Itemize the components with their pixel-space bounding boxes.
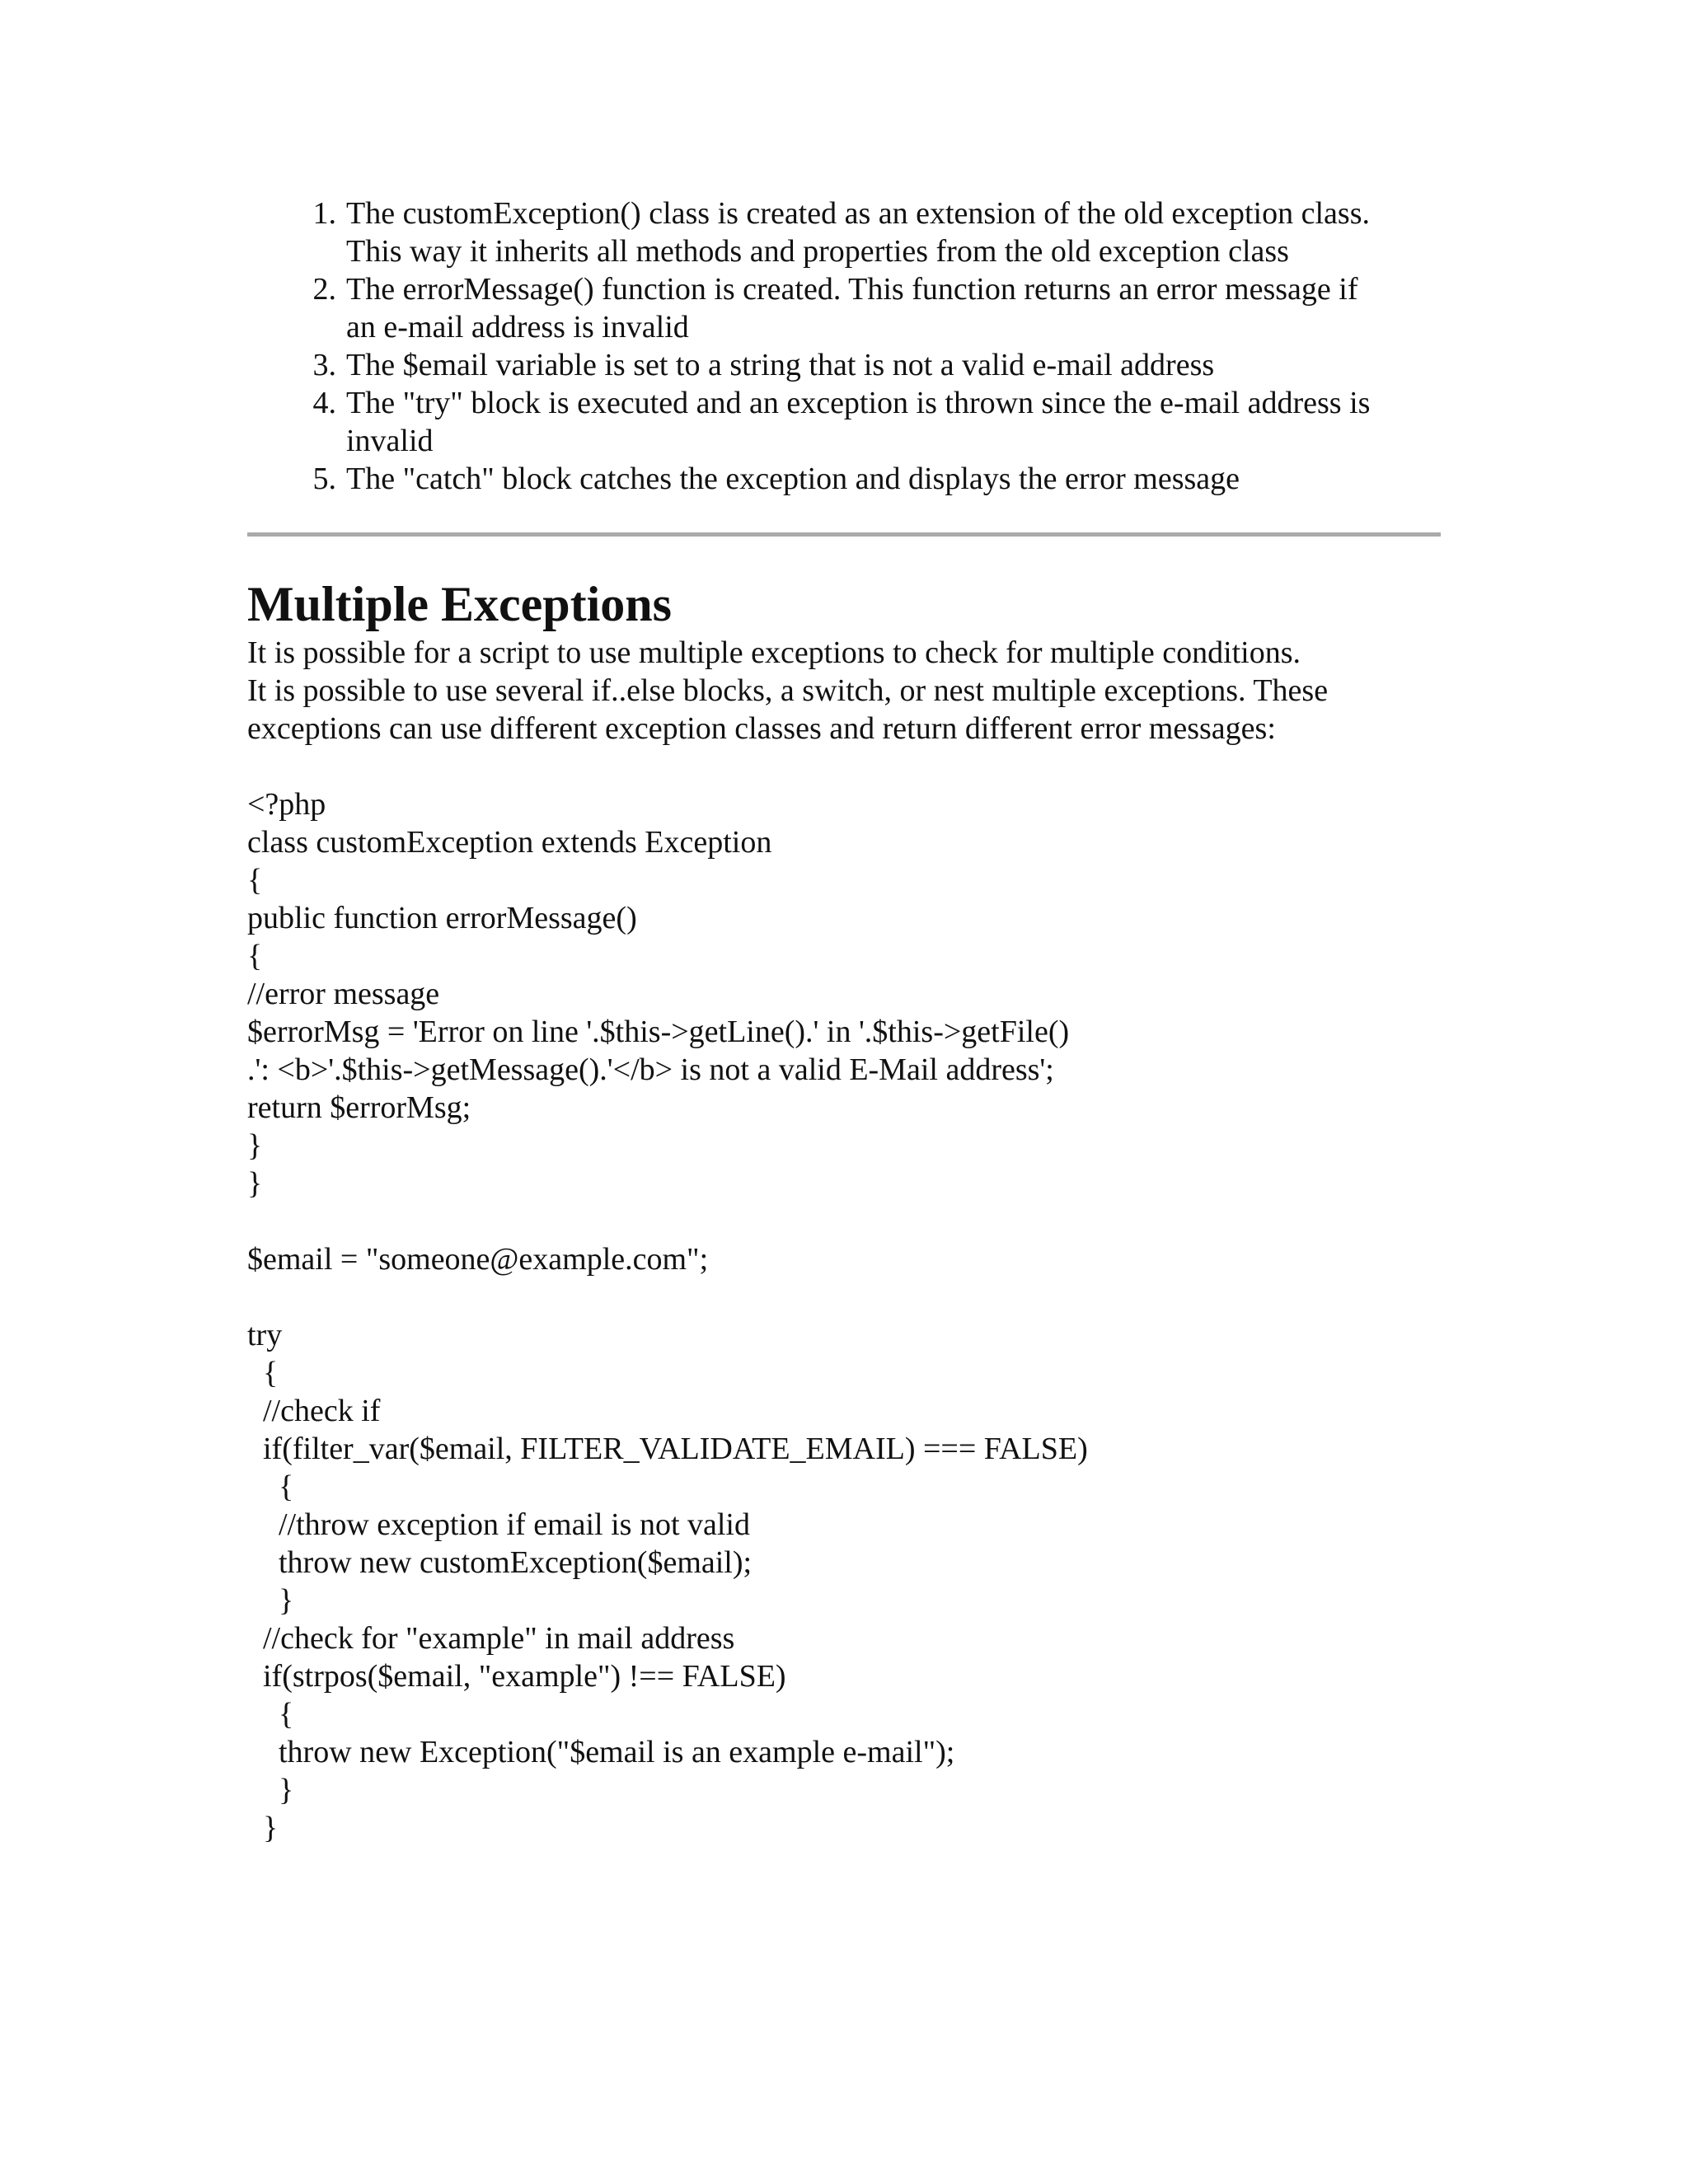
code-line: { — [247, 1356, 279, 1390]
list-item — [312, 270, 1442, 346]
code-line: } — [247, 1811, 279, 1845]
list-text-line: The errorMessage() function is created. This function returns an error message if — [346, 272, 1358, 307]
code-line: //check if — [247, 1394, 381, 1428]
list-item — [312, 346, 1442, 384]
code-line: { — [247, 1469, 294, 1504]
list-text-line: an e-mail address is invalid — [346, 310, 689, 344]
code-line: { — [247, 1697, 294, 1732]
code-line — [247, 1278, 1442, 1316]
code-line: try — [247, 1318, 283, 1352]
list-text-line: The $email variable is set to a string that is not a valid e-mail address — [346, 348, 1215, 382]
list-item — [312, 384, 1442, 460]
code-line: public function errorMessage() — [247, 901, 637, 935]
code-line — [247, 1202, 1442, 1240]
code-line: throw new customException($email); — [247, 1545, 753, 1580]
code-line: if(filter_var($email, FILTER_VALIDATE_EMAIL) === FALSE) — [247, 1432, 1088, 1466]
list-number: 1. — [312, 196, 336, 231]
code-line: { — [247, 939, 263, 973]
code-line: if(strpos($email, "example") !== FALSE) — [247, 1659, 786, 1694]
explanation-list — [247, 194, 1442, 498]
code-line: //check for "example" in mail address — [247, 1621, 735, 1656]
description-paragraph — [247, 672, 1442, 748]
code-line: //error message — [247, 977, 440, 1011]
code-line: } — [247, 1773, 294, 1807]
list-text-line: The "try" block is executed and an exception is thrown since the e-mail address is — [346, 386, 1371, 420]
code-line: //throw exception if email is not valid — [247, 1507, 750, 1542]
list-text-line: invalid — [346, 424, 434, 458]
code-line: class customException extends Exception — [247, 825, 772, 860]
code-line: $errorMsg = 'Error on line '.$this->getLine().' in '.$this->getFile() — [247, 1015, 1070, 1049]
code-line: <?php — [247, 787, 326, 822]
paragraph-line: exceptions can use different exception classes and return different error messages: — [247, 711, 1276, 746]
page-content — [247, 194, 1442, 1847]
paragraph-line: It is possible to use several if..else blocks, a switch, or nest multiple exceptions. These — [247, 673, 1329, 708]
list-number: 2. — [312, 272, 336, 307]
code-line: .': <b>'.$this->getMessage().'</b> is not a valid E-Mail address'; — [247, 1052, 1054, 1087]
code-line: return $errorMsg; — [247, 1090, 471, 1125]
code-line: $email = "someone@example.com"; — [247, 1242, 709, 1277]
list-item — [312, 460, 1442, 498]
list-text-line: The "catch" block catches the exception and displays the error message — [346, 462, 1240, 496]
code-line: throw new Exception("$email is an example e-mail"); — [247, 1735, 955, 1769]
list-item — [312, 194, 1442, 270]
section-divider — [247, 532, 1441, 537]
list-number: 4. — [312, 386, 336, 420]
code-line: } — [247, 1583, 294, 1618]
code-line: { — [247, 863, 263, 898]
code-line: } — [247, 1128, 263, 1163]
section-heading: Multiple Exceptions — [247, 577, 673, 631]
intro-paragraph: It is possible for a script to use multiple exceptions to check for multiple conditions. — [247, 635, 1301, 670]
list-number: 5. — [312, 462, 336, 496]
list-number: 3. — [312, 348, 336, 382]
code-line: } — [247, 1166, 263, 1201]
list-text-line: This way it inherits all methods and properties from the old exception class — [346, 234, 1289, 269]
list-text-line: The customException() class is created as an extension of the old exception class. — [346, 196, 1370, 231]
code-block — [247, 785, 1442, 1847]
